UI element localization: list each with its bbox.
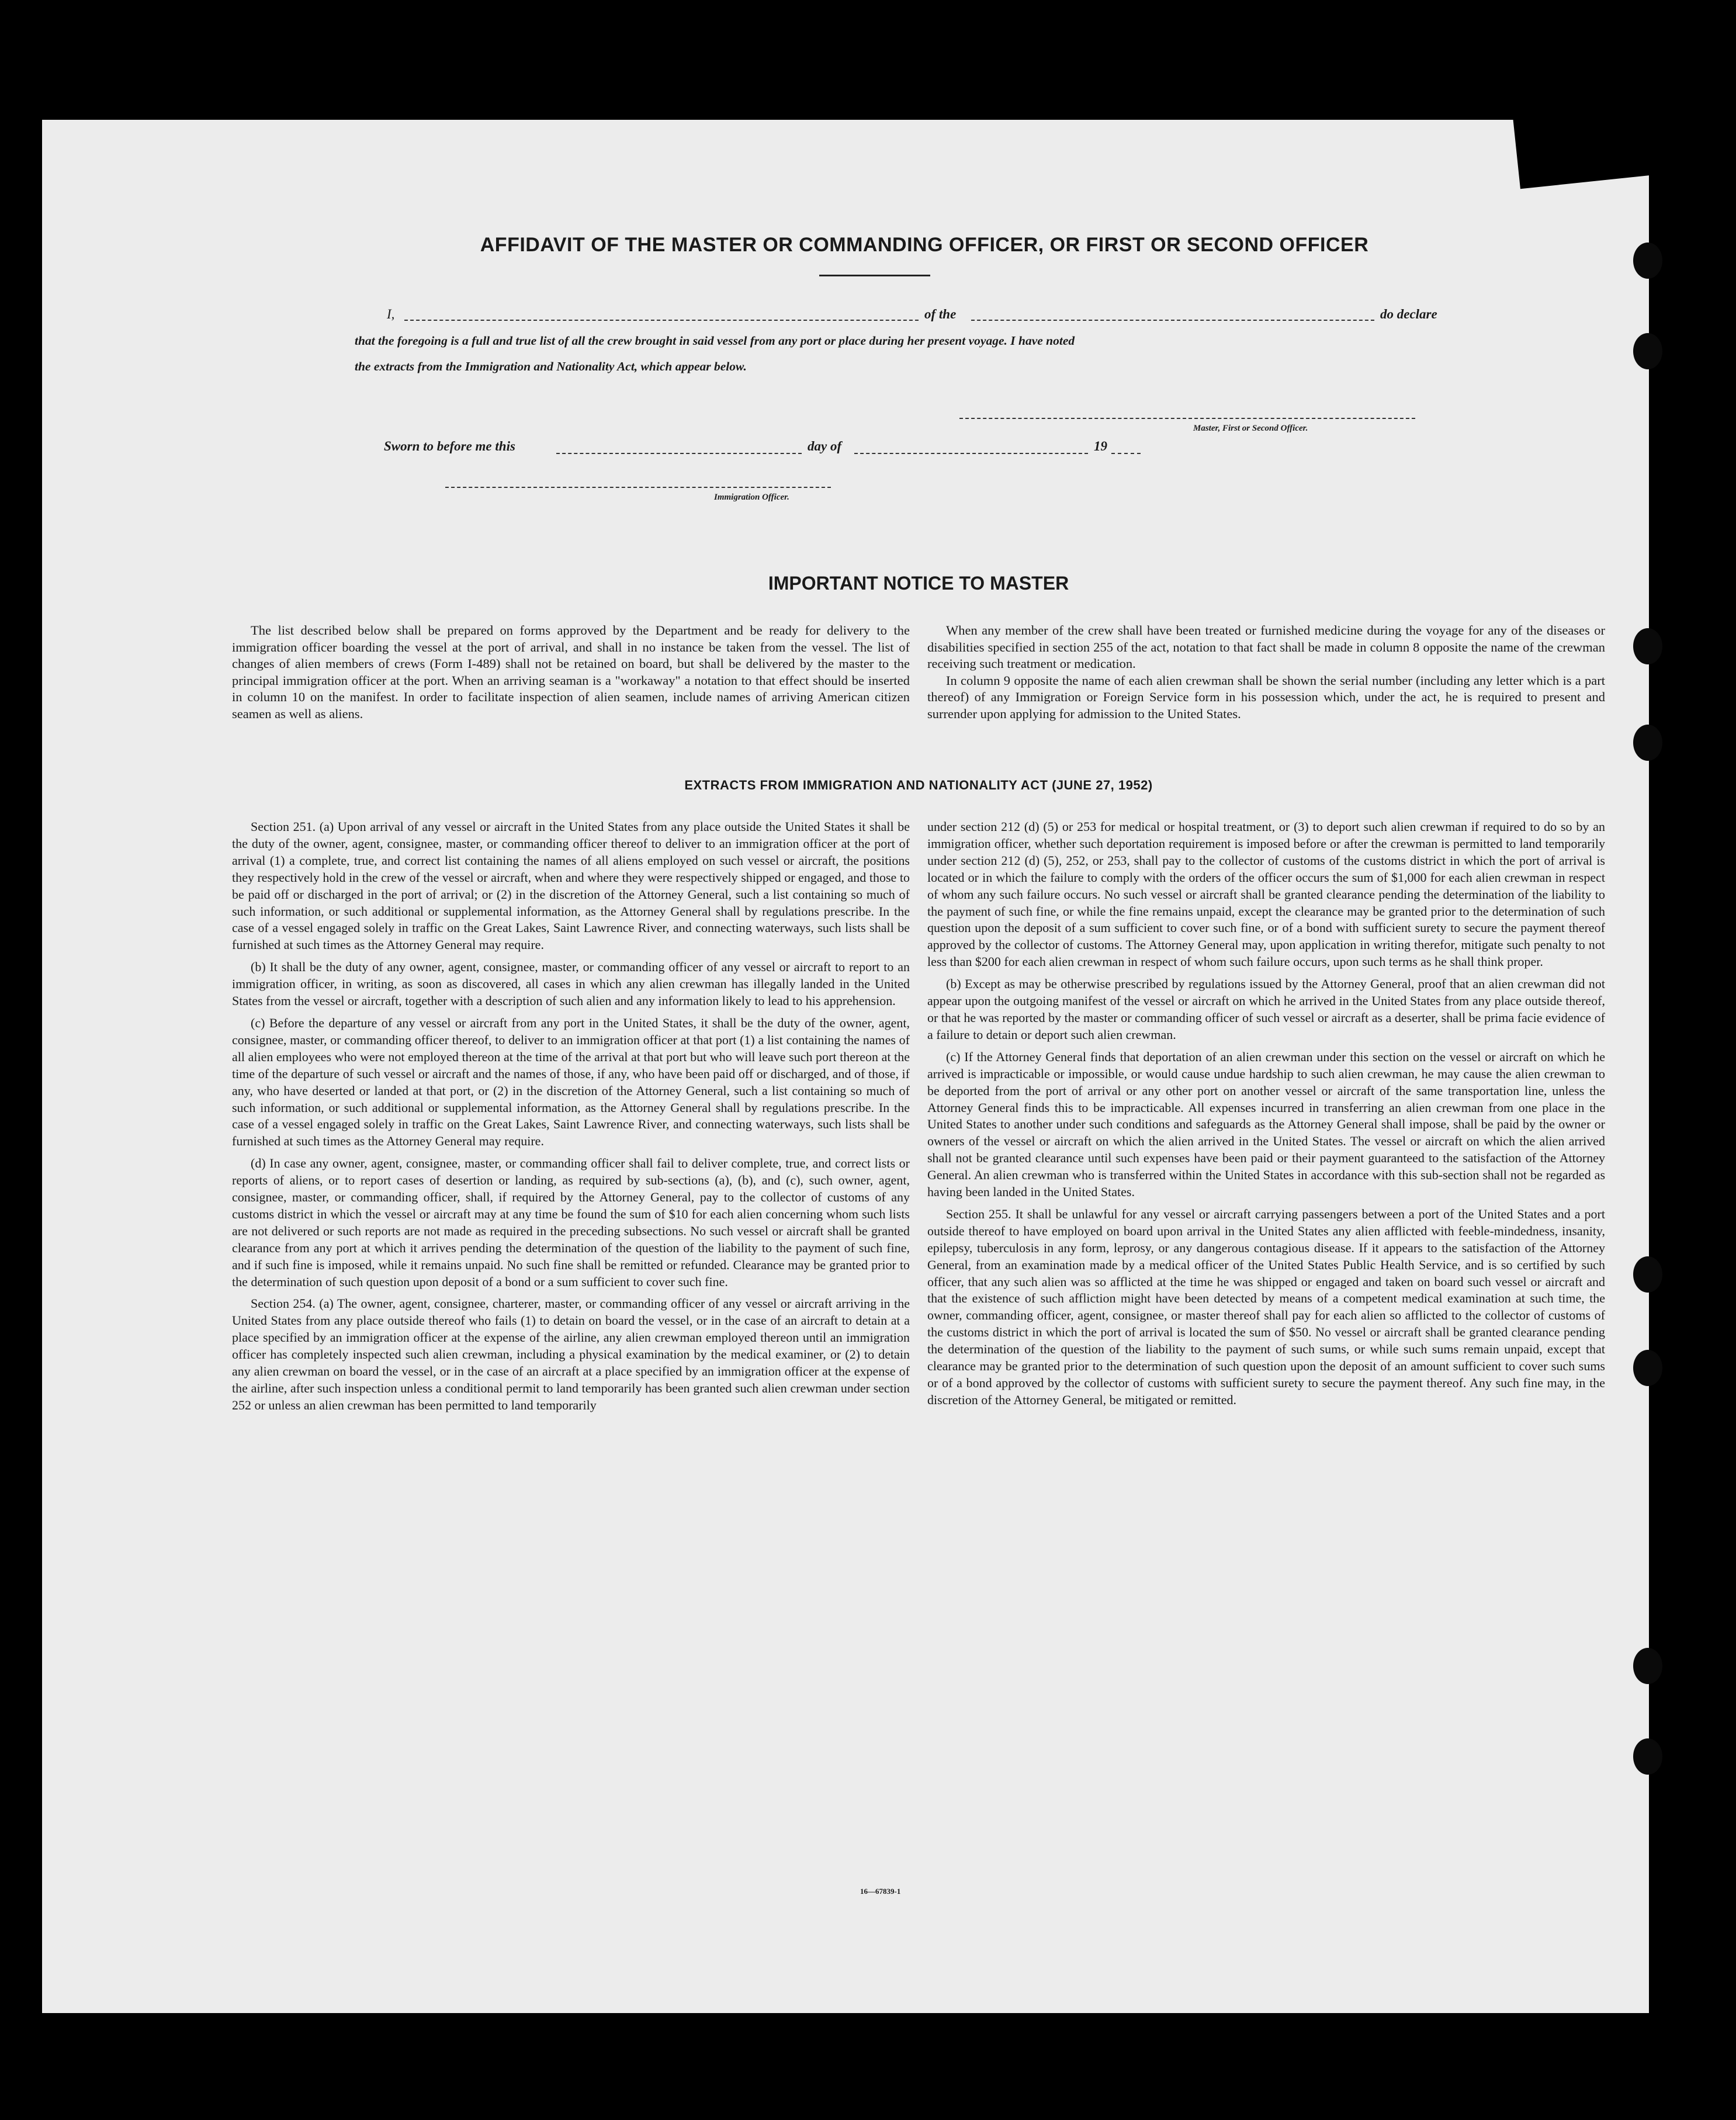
section-254b: (b) Except as may be otherwise prescribed by regulations issued by the Attorney General, proof that an alien crewman did not appear upon the outgoing manifest of the vessel or aircraft on which he arrived in the United States from any place outside thereof, or that he was reported by the master or commanding officer of such vessel or aircraft as a deserter, shall be prima facie evidence of a failure to detain or deport such alien crewman. (927, 976, 1605, 1042)
extracts-right-column (927, 819, 1605, 1414)
notice-left-column (232, 622, 910, 729)
document-page (42, 120, 1649, 2013)
affidavit-of-the: of the (924, 307, 957, 321)
extracts-left-column (232, 819, 910, 1419)
section-254c: (c) If the Attorney General finds that deportation of an alien crewman under this section on the vessel or aircraft on which he arrived is impracticable or impossible, or would cause undue hardship to such alien crewman, he may cause the alien crewman to be deported from the port of arrival or any other port on another vessel or aircraft of the same transportation line, unless the Attorney General finds this to be impracticable. All expenses incurred in transferring an alien crewman from one place in the United States to another under such conditions and safeguards as the Attorney General shall impose, shall be paid by the owner or owners of the vessel or aircraft on which the alien arrived in the United States. The vessel or aircraft on which the alien arrived shall not be granted clearance until such expenses have been paid or their payment guaranteed to the satisfaction of the Attorney General. An alien crewman who is transferred within the United States in accordance with this sub-section shall not be regarded as having been landed in the United States. (927, 1049, 1605, 1200)
punch-hole (1633, 1648, 1662, 1684)
notice-right-column (927, 622, 1605, 729)
day-of-text: day of (808, 439, 842, 453)
affidavit-i: I, (387, 307, 395, 321)
punch-hole (1633, 1738, 1662, 1775)
name-blank (404, 320, 919, 321)
officer-label: Immigration Officer. (714, 493, 789, 502)
affidavit-line3: the extracts from the Immigration and Nationality Act, which appear below. (355, 359, 747, 373)
notice-title: IMPORTANT NOTICE TO MASTER (768, 573, 1069, 594)
form-number: 16—67839-1 (860, 1887, 901, 1896)
section-254a: Section 254. (a) The owner, agent, consignee, charterer, master, or commanding officer of any vessel or aircraft arriving in the United States from any place outside thereof who fails (1) to detain on board the vessel, or in the case of an aircraft to detain at a place specified by an immigration officer at the expense of the airline, any alien crewman employed thereon until an immigration officer has completely inspected such alien crewman, including a physical examination by the medical examiner, or (2) to detain any alien crewman on board the vessel, or in the case of an aircraft at a place specified by an immigration officer at the expense of the airline, after such inspection unless a conditional permit to land temporarily has been granted such alien crewman under section 252 or unless an alien crewman has been permitted to land temporarily (232, 1296, 910, 1412)
punch-hole (1633, 725, 1662, 761)
affidavit-title: AFFIDAVIT OF THE MASTER OR COMMANDING OFFICER, OR FIRST OR SECOND OFFICER (480, 234, 1369, 256)
section-254a-continued: under section 212 (d) (5) or 253 for medical or hospital treatment, or (3) to deport such alien crewman if required to do so by an immigration officer, whether such deportation requirement is imposed before or after the crewman is permitted to land temporarily under section 212 (d) (5), 252, or 253, shall pay to the collector of customs of the customs district in which the port of arrival is located or in which the failure to comply with the orders of the officer occurs the sum of $1,000 for each alien crewman in respect of whom any such failure occurs. No such vessel or aircraft shall be granted clearance pending the determination of the liability to the payment of such fine, or while the fine remains unpaid, except the clearance may be granted prior to the determination of such question upon the deposit of a sum sufficient to cover such fine, or of a bond with sufficient surety to secure the payment thereof approved by the collector of customs. The Attorney General may, upon application in writing therefor, mitigate such penalty to not less than $200 for each alien crewman in respect of whom such failure occurs, upon such terms as he shall think proper. (927, 819, 1605, 969)
month-blank (854, 453, 1088, 454)
affidavit-line2: that the foregoing is a full and true list of all the crew brought in said vessel from any port or place during her present voyage. I have noted (355, 334, 1075, 348)
officer-signature-line (445, 487, 831, 488)
section-251b: (b) It shall be the duty of any owner, agent, consignee, master, or commanding officer of any vessel or aircraft to report to an immigration officer, in writing, as soon as discovered, all cases in which any alien crewman has illegally landed in the United States from the vessel or aircraft, together with a description of such alien and any information likely to lead to his apprehension. (232, 959, 910, 1009)
notice-right-paragraph-1: When any member of the crew shall have been treated or furnished medicine during the voyage for any of the diseases or disabilities specified in section 255 of the act, notation to that fact shall be made in column 8 opposite the name of the crewman receiving such treatment or medication. (927, 623, 1605, 671)
affidavit-declare: do declare (1380, 307, 1437, 321)
title-rule (819, 275, 930, 276)
year-text: 19 (1094, 439, 1107, 453)
vessel-blank (971, 320, 1374, 321)
master-signature-line (959, 418, 1415, 419)
extracts-title: EXTRACTS FROM IMMIGRATION AND NATIONALITY ACT (JUNE 27, 1952) (684, 778, 1153, 792)
punch-hole (1633, 628, 1662, 664)
punch-hole (1633, 1350, 1662, 1386)
sworn-day-blank (556, 453, 802, 454)
punch-hole (1633, 243, 1662, 279)
section-251d: (d) In case any owner, agent, consignee, master, or commanding officer shall fail to deliver complete, true, and correct lists or reports of aliens, or to report cases of desertion or landing, as required by sub-sections (a), (b), and (c), such owner, agent, consignee, master, or commanding officer, shall, if required by the Attorney General, pay to the collector of customs of any customs district in which the vessel or aircraft may at any time be found the sum of $10 for each alien concerning whom such lists are not delivered or such reports are not made as required in the preceding subsections. No such vessel or aircraft shall be granted clearance from any port at which it arrives pending the determination of the question of the liability to the payment of such fine, and if such fine is imposed, while it remains unpaid. No such fine shall be remitted or refunded. Clearance may be granted prior to the determination of such question upon deposit of a bond or a sum sufficient to cover such fine. (232, 1156, 910, 1289)
punch-hole (1633, 333, 1662, 369)
sworn-text: Sworn to before me this (384, 439, 515, 453)
notice-right-paragraph-2: In column 9 opposite the name of each alien crewman shall be shown the serial number (including any letter which is a part thereof) of any Immigration or Foreign Service form in his possession which, under the act, he is required to present and surrender upon applying for admission to the United States. (927, 673, 1605, 721)
section-255: Section 255. It shall be unlawful for any vessel or aircraft carrying passengers between a port of the United States and a port outside thereof to have employed on board upon arrival in the United States any alien afflicted with feeble-mindedness, insanity, epilepsy, tuberculosis in any form, leprosy, or any dangerous contagious disease. If it appears to the satisfaction of the Attorney General, from an examination made by a medical officer of the United States Public Health Service, and is so certified by such officer, that any such alien was so afflicted at the time he was shipped or engaged and taken on board such vessel or aircraft and that the existence of such affliction might have been detected by means of a competent medical examination at such time, the owner, commanding officer, agent, consignee, or master thereof shall pay for each alien so afflicted to the collector of customs of the customs district in which the port of arrival is located the sum of $50. No vessel or aircraft shall be granted clearance pending the determination of the question of the liability to the payment of such sums, or while such sums remain unpaid, except that clearance may be granted prior to the determination of such question upon the deposit of an amount sufficient to cover such sums or of a bond approved by the collector of customs with sufficient surety to secure the payment thereof. Any such fine may, in the discretion of the Attorney General, be mitigated or remitted. (927, 1206, 1605, 1407)
year-blank (1111, 453, 1141, 454)
master-label: Master, First or Second Officer. (1193, 424, 1308, 433)
punch-hole (1633, 1256, 1662, 1293)
section-251a: Section 251. (a) Upon arrival of any vessel or aircraft in the United States from any place outside the United States it shall be the duty of the owner, agent, consignee, master, or commanding officer thereof to deliver to an immigration officer at the port of arrival (1) a complete, true, and correct list containing the names of all aliens employed on such vessel or aircraft, the positions they respectively hold in the crew of the vessel or aircraft, when and where they were respectively shipped or engaged, and those to be paid off or discharged in the port of arrival; or (2) in the discretion of the Attorney General, such a list containing so much of such information, or such additional or supplemental information, as the Attorney General shall by regulations prescribe. In the case of a vessel engaged solely in traffic on the Great Lakes, Saint Lawrence River, and connecting waterways, such lists shall be furnished at such times as the Attorney General may require. (232, 819, 910, 952)
notice-left-paragraph: The list described below shall be prepared on forms approved by the Department and be ready for delivery to the immigration officer boarding the vessel at the port of arrival, and shall in no instance be taken from the vessel. The list of changes of alien members of crews (Form I-489) shall not be retained on board, but shall be delivered by the master to the principal immigration officer at the port. When an arriving seaman is a "workaway" a notation to that effect should be inserted in column 10 on the manifest. In order to facilitate inspection of alien seamen, include names of arriving American citizen seamen as well as aliens. (232, 623, 910, 721)
section-251c: (c) Before the departure of any vessel or aircraft from any port in the United States, it shall be the duty of the owner, agent, consignee, master, or commanding officer thereof, to deliver to an immigration officer at that port (1) a list containing the names of all alien employees who were not employed thereon at the time of the arrival at that port but who will leave such port thereon at the time of the departure of such vessel or aircraft and the names of those, if any, who have been paid off or discharged, and of those, if any, who have deserted or landed at that port, or (2) in the discretion of the Attorney General, such a list containing so much of such information, or such additional or supplemental information, as the Attorney General shall by regulations prescribe. In the case of a vessel engaged solely in traffic on the Great Lakes, Saint Lawrence River, and connecting waterways, such lists shall be furnished at such times as the Attorney General may require. (232, 1015, 910, 1149)
